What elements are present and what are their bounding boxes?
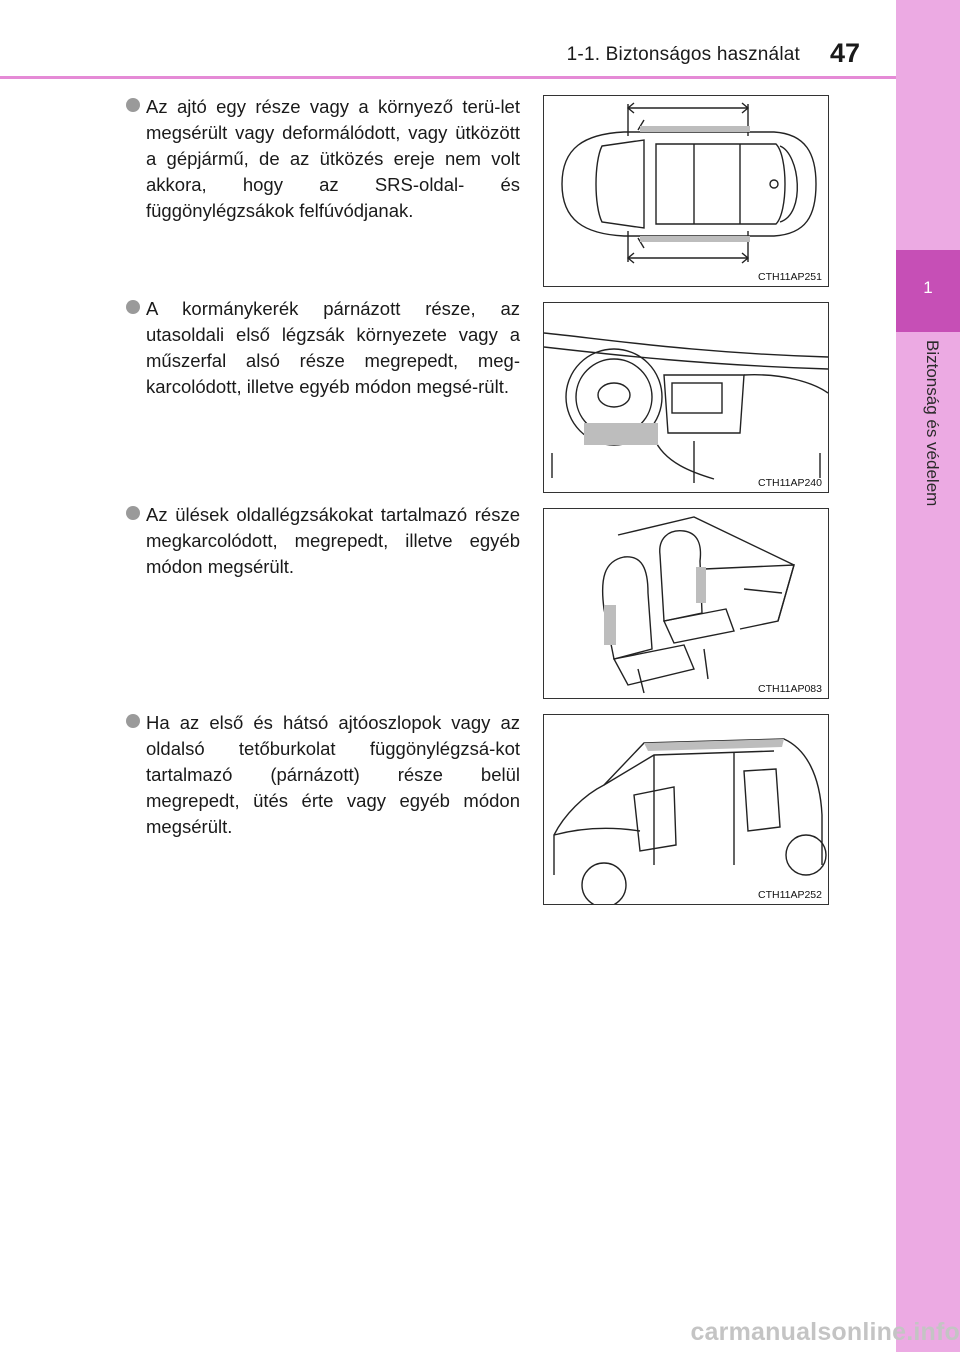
- figure-code: CTH11AP252: [757, 889, 822, 901]
- figure-code: CTH11AP251: [757, 271, 822, 283]
- running-header-title: 1-1. Biztonságos használat: [566, 44, 800, 65]
- bullet-icon: [126, 300, 140, 314]
- header-rule: [0, 76, 896, 79]
- figure-car-side-view: [543, 714, 829, 905]
- item-text: Az ajtó egy része vagy a környező terü-let megsérült vagy deformálódott, vagy ütközött a gépjármű, de az ütközés ereje nem volt akkora, hogy az SRS-oldal- és függönylégzsákok felfúvódjanak.: [146, 96, 520, 221]
- list-item: [126, 710, 520, 840]
- chapter-number: 1: [923, 278, 933, 297]
- chapter-title: Biztonság és védelem: [923, 340, 942, 507]
- bullet-icon: [126, 714, 140, 728]
- car-top-view-illustration: [544, 96, 828, 286]
- list-item: [126, 502, 520, 580]
- figure-code: CTH11AP240: [757, 477, 822, 489]
- item-text: Az ülések oldallégzsákokat tartalmazó része megkarcolódott, megrepedt, illetve egyéb módon megsérült.: [146, 504, 520, 577]
- page-number: 47: [830, 38, 861, 68]
- watermark: carmanualsonline.info: [690, 1318, 960, 1346]
- bullet-icon: [126, 506, 140, 520]
- figure-car-top-view: [543, 95, 829, 287]
- list-item: [126, 296, 520, 400]
- item-text: A kormánykerék párnázott része, az utasoldali első légzsák környezete vagy a műszerfal alsó része megrepedt, meg-karcolódott, illetve egyéb módon megsé-rült.: [146, 298, 520, 397]
- item-text: Ha az első és hátsó ajtóoszlopok vagy az oldalsó tetőburkolat függönylégzsá-kot tartalmazó (párnázott) része belül megrepedt, ütés érte vagy egyéb módon megsérült.: [146, 712, 520, 837]
- car-side-view-illustration: [544, 715, 828, 904]
- figure-seats: [543, 508, 829, 699]
- figure-dashboard: [543, 302, 829, 493]
- list-item: [126, 94, 520, 224]
- dashboard-illustration: [544, 303, 828, 492]
- bullet-icon: [126, 98, 140, 112]
- seats-illustration: [544, 509, 828, 698]
- figure-code: CTH11AP083: [757, 683, 822, 695]
- chapter-side-tab: [896, 0, 960, 1352]
